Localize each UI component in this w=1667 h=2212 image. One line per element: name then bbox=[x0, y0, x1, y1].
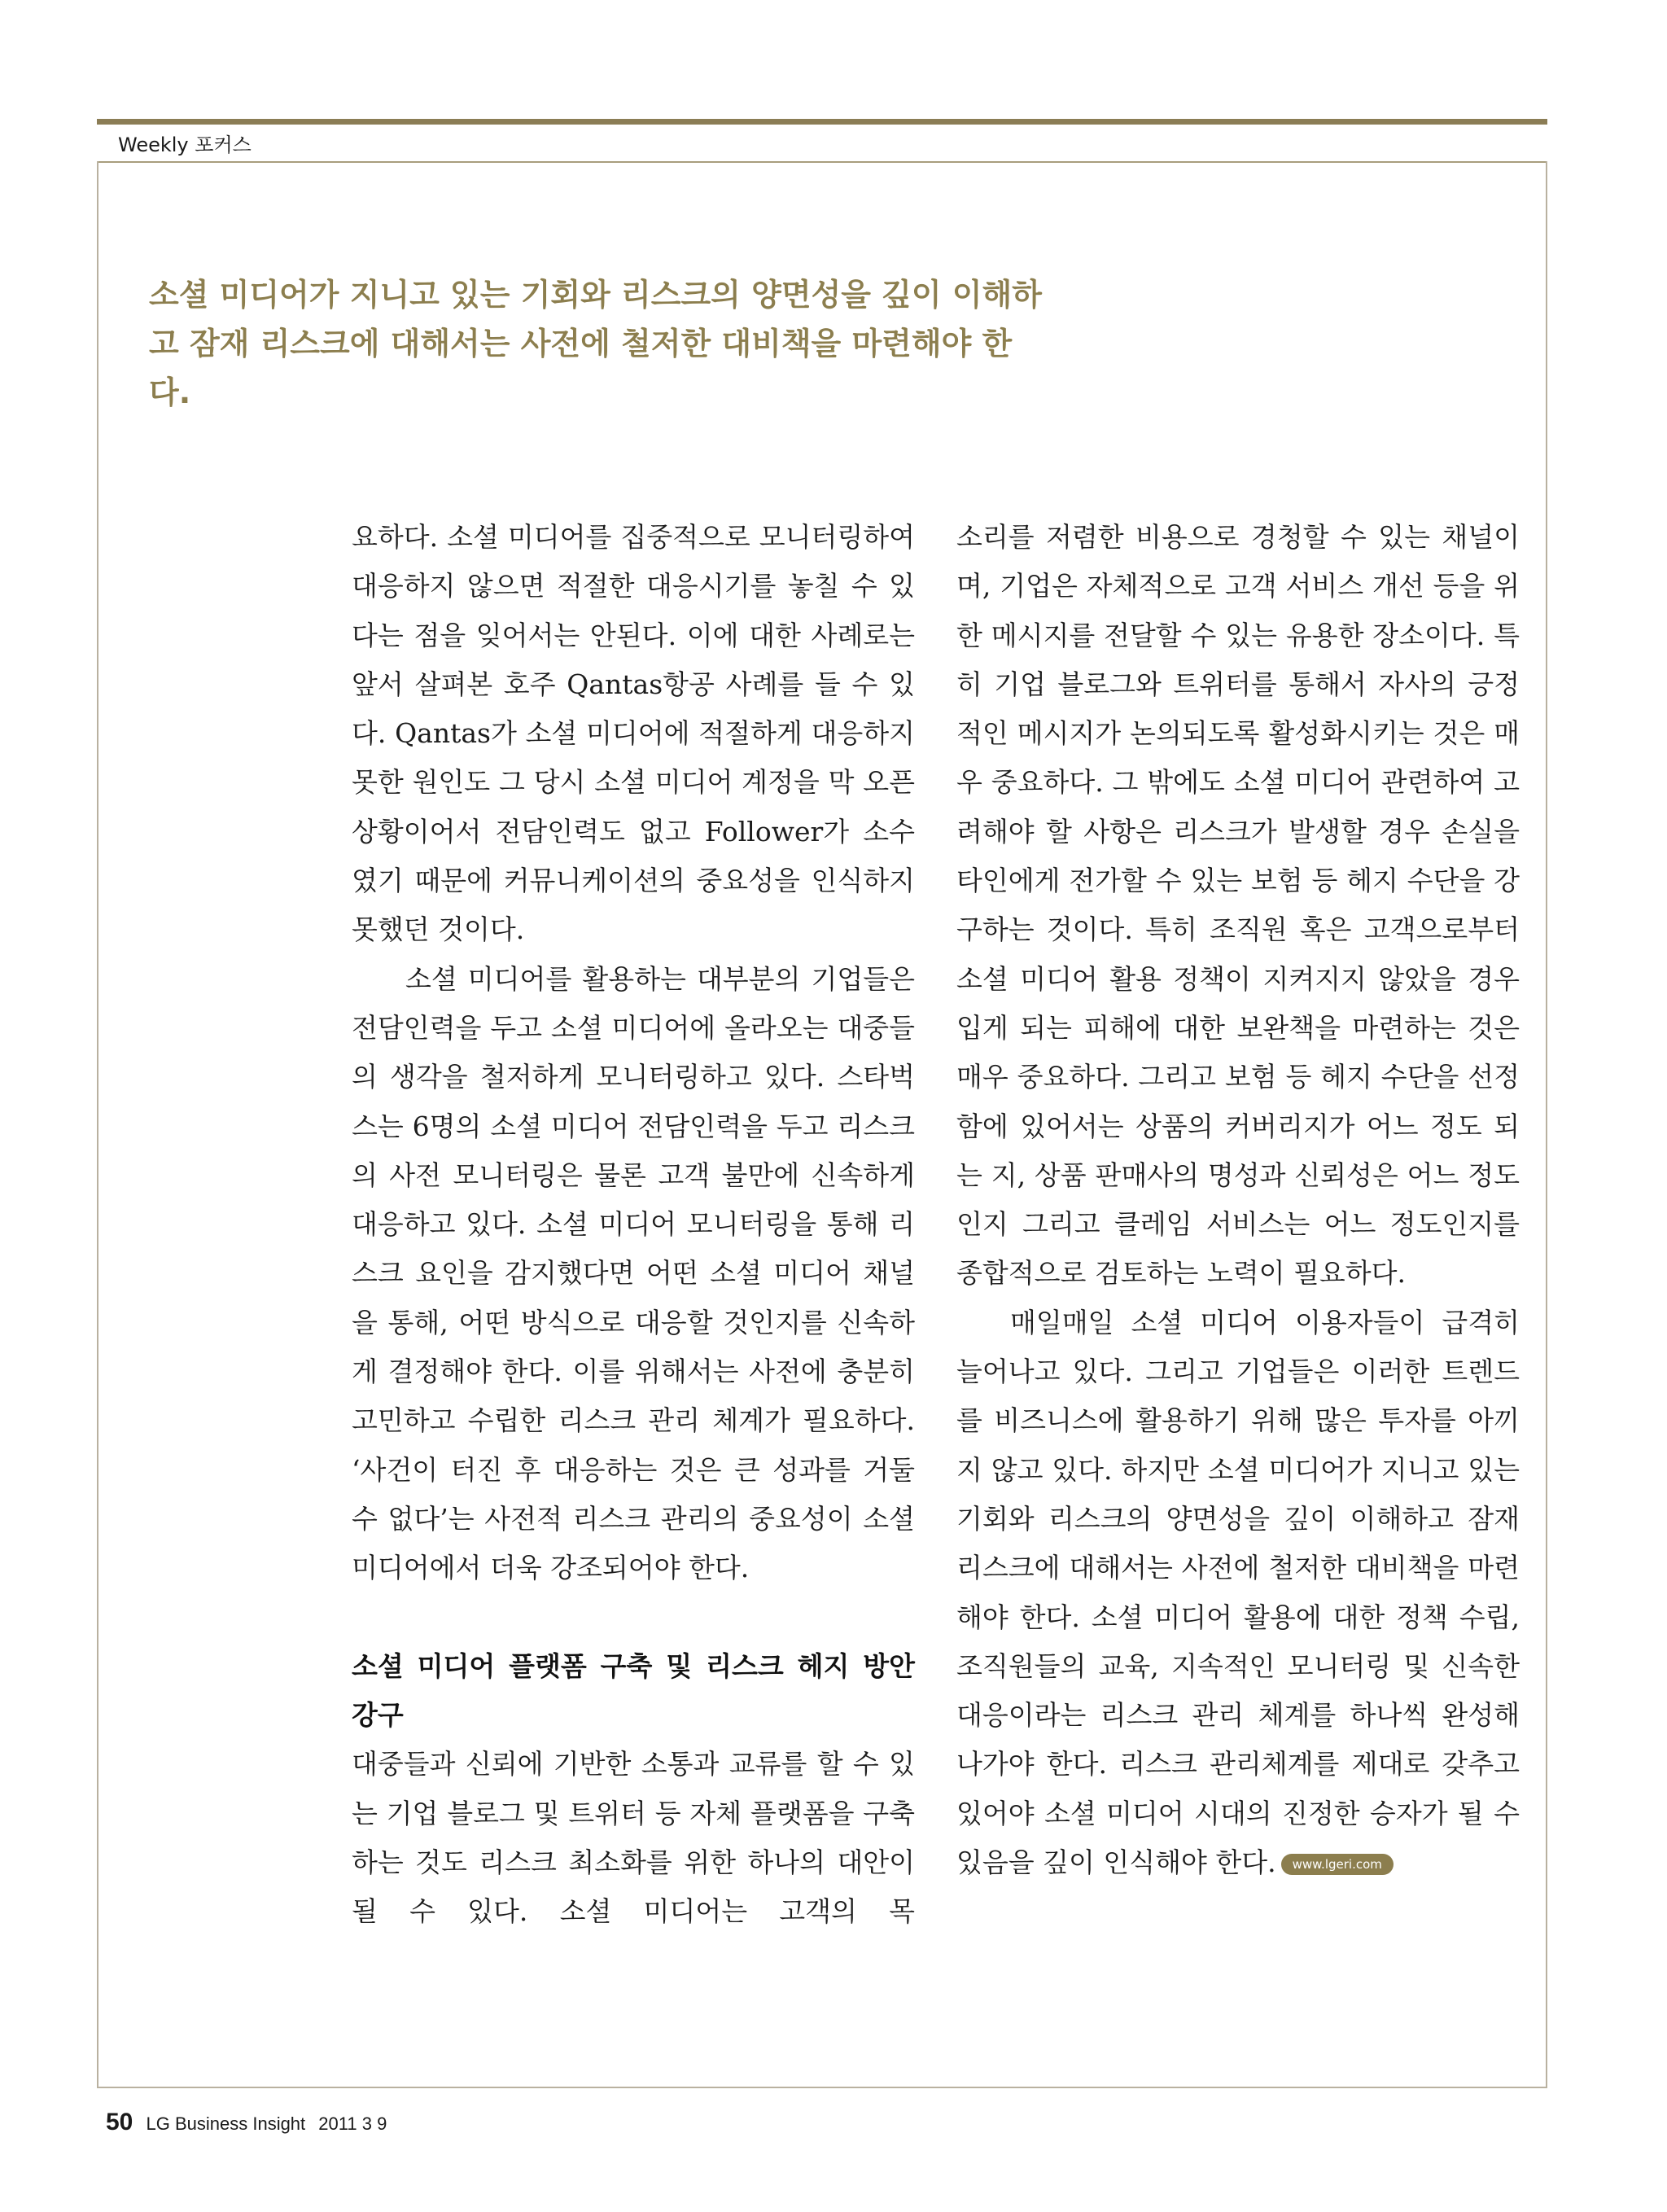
paragraph: 소셜 미디어를 활용하는 대부분의 기업들은 전담인력을 두고 소셜 미디어에 올라오는 대중들의 생각을 철저하게 모니터링하고 있다. 스타벅스는 6명의 소셜 미디어 전담인력을 두고 리스크의 사전 모니터링은 물론 고객 불만에 신속하게 대응하고 있다. 소셜 미디어 모니터링을 통해 리스크 요인을 감지했다면 어떤 소셜 미디어 채널을 통해, 어떤 방식으로 대응할 것인지를 신속하게 결정해야 한다. 이를 위해서는 사전에 충분히 고민하고 수립한 리스크 관리 체계가 필요하다. ‘사건이 터진 후 대응하는 것은 큰 성과를 거둘 수 없다’는 사전적 리스크 관리의 중요성이 소셜 미디어에서 더욱 강조되어야 한다. bbox=[352, 962, 915, 1584]
article-column-right bbox=[956, 513, 1520, 1887]
frame-right bbox=[1546, 161, 1547, 2088]
paragraph-text: 매일매일 소셜 미디어 이용자들이 급격히 늘어나고 있다. 그리고 기업들은 이러한 트렌드를 비즈니스에 활용하기 위해 많은 투자를 아끼지 않고 있다. 하지만 소셜 미디어가 지니고 있는 기회와 리스크의 양면성을 깊이 이해하고 잠재 리스크에 대해서는 사전에 철저한 대비책을 마련해야 한다. 소셜 미디어 활용에 대한 정책 수립, 조직원들의 교육, 지속적인 모니터링 및 신속한 대응이라는 리스크 관리 체계를 하나씩 완성해 나가야 한다. 리스크 관리체계를 제대로 갖추고 있어야 소셜 미디어 시대의 진정한 승자가 될 수 있음을 깊이 인식해야 한다. bbox=[956, 1306, 1520, 1879]
page-number: 50 bbox=[106, 2109, 133, 2135]
frame-left bbox=[97, 161, 98, 2088]
paragraph bbox=[956, 1299, 1520, 1888]
page-footer bbox=[106, 2109, 387, 2136]
end-mark-badge: www.lgeri.com bbox=[1281, 1854, 1394, 1875]
header-rule bbox=[97, 161, 1547, 163]
top-rule bbox=[97, 119, 1547, 125]
pull-quote: 소셜 미디어가 지니고 있는 기회와 리스크의 양면성을 깊이 이해하고 잠재 리스크에 대해서는 사전에 철저한 대비책을 마련해야 한다. bbox=[149, 277, 1042, 410]
section-label: Weekly 포커스 bbox=[118, 134, 252, 156]
issue-date: 2011 3 9 bbox=[318, 2113, 387, 2134]
article-column-left bbox=[352, 513, 915, 1937]
paragraph: 요하다. 소셜 미디어를 집중적으로 모니터링하여 대응하지 않으면 적절한 대응시기를 놓칠 수 있다는 점을 잊어서는 안된다. 이에 대한 사례로는 앞서 살펴본 호주 Qantas항공 사례를 들 수 있다. Qantas가 소셜 미디어에 적절하게 대응하지 못한 원인도 그 당시 소셜 미디어 계정을 막 오픈 상황이어서 전담인력도 없고 Follower가 소수였기 때문에 커뮤니케이션의 중요성을 인식하지 못했던 것이다. bbox=[352, 521, 915, 946]
paragraph: 소리를 저렴한 비용으로 경청할 수 있는 채널이며, 기업은 자체적으로 고객 서비스 개선 등을 위한 메시지를 전달할 수 있는 유용한 장소이다. 특히 기업 블로그와 트위터를 통해서 자사의 긍정적인 메시지가 논의되도록 활성화시키는 것은 매우 중요하다. 그 밖에도 소셜 미디어 관련하여 고려해야 할 사항은 리스크가 발생할 경우 손실을 타인에게 전가할 수 있는 보험 등 헤지 수단을 강구하는 것이다. 특히 조직원 혹은 고객으로부터 소셜 미디어 활용 정책이 지켜지지 않았을 경우 입게 되는 피해에 대한 보완책을 마련하는 것은 매우 중요하다. 그리고 보험 등 헤지 수단을 선정함에 있어서는 상품의 커버리지가 어느 정도 되는 지, 상품 판매사의 명성과 신뢰성은 어느 정도인지 그리고 클레임 서비스는 어느 정도인지를 종합적으로 검토하는 노력이 필요하다. bbox=[956, 521, 1520, 1290]
paragraph: 대중들과 신뢰에 기반한 소통과 교류를 할 수 있는 기업 블로그 및 트위터 등 자체 플랫폼을 구축하는 것도 리스크 최소화를 위한 하나의 대안이 될 수 있다. 소셜 미디어는 고객의 목 bbox=[352, 1748, 915, 1928]
paragraph-gap bbox=[352, 1593, 915, 1642]
section-subheading: 소셜 미디어 플랫폼 구축 및 리스크 헤지 방안 강구 bbox=[352, 1649, 915, 1732]
frame-bottom bbox=[97, 2087, 1547, 2088]
publication-name: LG Business Insight bbox=[146, 2113, 306, 2134]
